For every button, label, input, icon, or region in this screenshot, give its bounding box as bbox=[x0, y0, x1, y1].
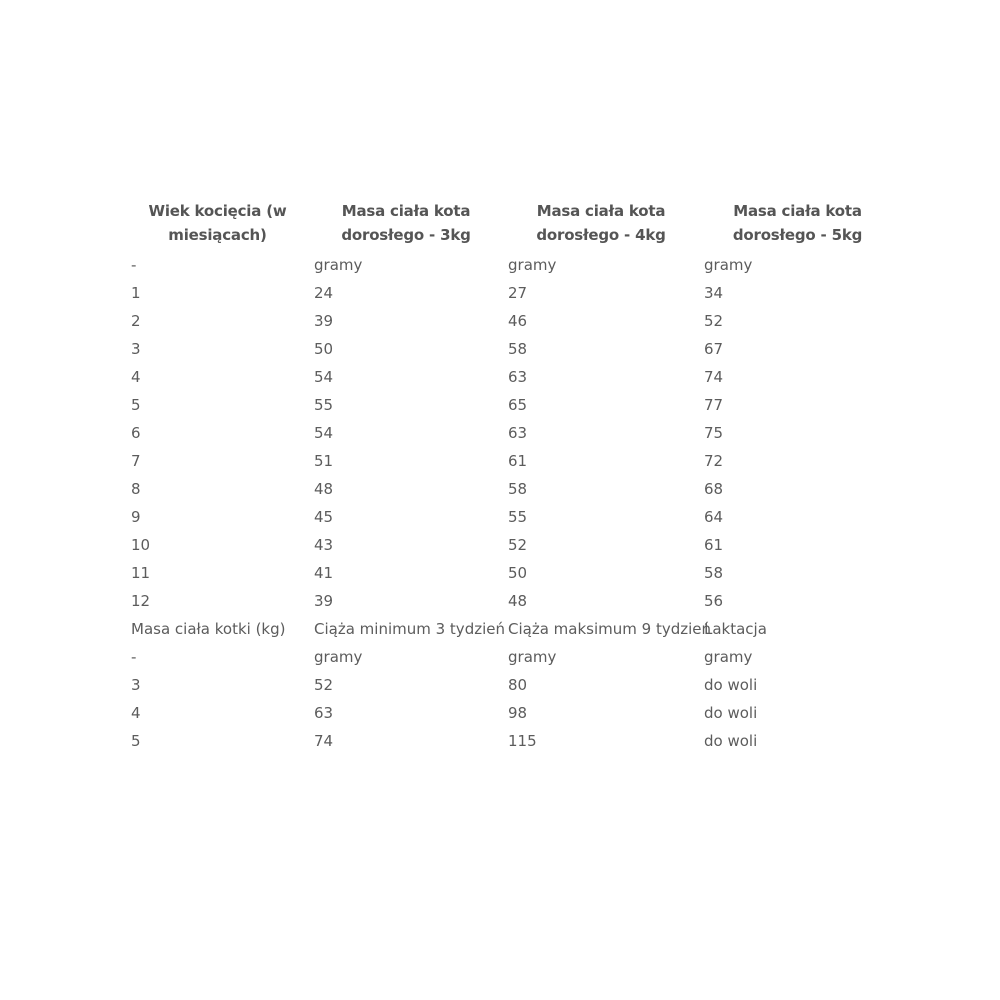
table-row bbox=[126, 727, 896, 755]
table-row bbox=[126, 419, 896, 447]
table-row bbox=[126, 671, 896, 699]
table-cell: Masa ciała kotki (kg) bbox=[131, 620, 286, 638]
table-cell: 41 bbox=[314, 564, 334, 582]
column-header: Masa ciała kota dorosłego - 4kg bbox=[536, 202, 666, 244]
table-cell: 1 bbox=[131, 284, 141, 302]
table-cell: do woli bbox=[704, 676, 758, 694]
table-cell: 12 bbox=[131, 592, 151, 610]
table-cell: 75 bbox=[704, 424, 724, 442]
table-row bbox=[126, 251, 896, 279]
table-cell: 46 bbox=[508, 312, 528, 330]
table-cell: 54 bbox=[314, 368, 334, 386]
table-cell: 3 bbox=[131, 340, 141, 358]
table-cell: gramy bbox=[508, 256, 557, 274]
table-cell: 10 bbox=[131, 536, 151, 554]
table-body bbox=[126, 251, 896, 755]
table-row bbox=[126, 699, 896, 727]
table-cell: 61 bbox=[704, 536, 724, 554]
table-cell: 68 bbox=[704, 480, 724, 498]
table-cell: 8 bbox=[131, 480, 141, 498]
table-cell: 27 bbox=[508, 284, 528, 302]
table-cell: 50 bbox=[508, 564, 528, 582]
table-cell: 5 bbox=[131, 396, 141, 414]
table-cell: Laktacja bbox=[704, 620, 767, 638]
table-row bbox=[126, 587, 896, 615]
table-cell: 63 bbox=[314, 704, 334, 722]
table-cell: 43 bbox=[314, 536, 334, 554]
column-header: Wiek kocięcia (w miesiącach) bbox=[148, 202, 287, 244]
table-row bbox=[126, 335, 896, 363]
table-cell: 63 bbox=[508, 424, 528, 442]
table-row bbox=[126, 643, 896, 671]
table-cell: gramy bbox=[314, 256, 363, 274]
table-cell: 9 bbox=[131, 508, 141, 526]
table-cell: 4 bbox=[131, 368, 141, 386]
table-cell: 74 bbox=[704, 368, 724, 386]
table-cell: gramy bbox=[704, 648, 753, 666]
table-cell: gramy bbox=[314, 648, 363, 666]
table-cell: 58 bbox=[508, 480, 528, 498]
table-cell: 24 bbox=[314, 284, 334, 302]
table-cell: 55 bbox=[508, 508, 528, 526]
table-cell: 50 bbox=[314, 340, 334, 358]
table-cell: 39 bbox=[314, 312, 334, 330]
table-cell: 80 bbox=[508, 676, 528, 694]
table-cell: 58 bbox=[508, 340, 528, 358]
table-cell: 52 bbox=[314, 676, 334, 694]
table-cell: 2 bbox=[131, 312, 141, 330]
table-row bbox=[126, 615, 896, 643]
table-header bbox=[126, 197, 896, 251]
table-cell: 63 bbox=[508, 368, 528, 386]
table-cell: 45 bbox=[314, 508, 334, 526]
table-cell: 34 bbox=[704, 284, 724, 302]
table-cell: 52 bbox=[508, 536, 528, 554]
table-row bbox=[126, 363, 896, 391]
table-cell: 55 bbox=[314, 396, 334, 414]
feeding-table bbox=[126, 197, 896, 755]
table-cell: 77 bbox=[704, 396, 724, 414]
table-cell: 4 bbox=[131, 704, 141, 722]
header-row bbox=[126, 197, 896, 251]
table-cell: 11 bbox=[131, 564, 151, 582]
table-cell: gramy bbox=[704, 256, 753, 274]
table-row bbox=[126, 503, 896, 531]
table-row bbox=[126, 475, 896, 503]
table-cell: 65 bbox=[508, 396, 528, 414]
table-row bbox=[126, 307, 896, 335]
table-cell: 51 bbox=[314, 452, 334, 470]
table-cell: - bbox=[131, 256, 137, 274]
table-cell: 115 bbox=[508, 732, 537, 750]
table-cell: 48 bbox=[508, 592, 528, 610]
table-cell: - bbox=[131, 648, 137, 666]
table-cell: 3 bbox=[131, 676, 141, 694]
table-row bbox=[126, 279, 896, 307]
table-cell: Ciąża maksimum 9 tydzień bbox=[508, 620, 712, 638]
table-cell: 6 bbox=[131, 424, 141, 442]
table-row bbox=[126, 531, 896, 559]
table-cell: 64 bbox=[704, 508, 724, 526]
table-row bbox=[126, 447, 896, 475]
table-cell: 52 bbox=[704, 312, 724, 330]
table-cell: Ciąża minimum 3 tydzień bbox=[314, 620, 505, 638]
table-cell: do woli bbox=[704, 704, 758, 722]
table-cell: 5 bbox=[131, 732, 141, 750]
table-cell: 7 bbox=[131, 452, 141, 470]
column-header: Masa ciała kota dorosłego - 3kg bbox=[341, 202, 471, 244]
table-cell: 61 bbox=[508, 452, 528, 470]
table-cell: 72 bbox=[704, 452, 724, 470]
table-row bbox=[126, 559, 896, 587]
table-cell: 39 bbox=[314, 592, 334, 610]
table-cell: do woli bbox=[704, 732, 758, 750]
table-cell: 74 bbox=[314, 732, 334, 750]
table-row bbox=[126, 391, 896, 419]
table-cell: 56 bbox=[704, 592, 724, 610]
table-cell: 67 bbox=[704, 340, 724, 358]
column-header: Masa ciała kota dorosłego - 5kg bbox=[732, 202, 863, 244]
table-cell: gramy bbox=[508, 648, 557, 666]
table-cell: 54 bbox=[314, 424, 334, 442]
table-cell: 58 bbox=[704, 564, 724, 582]
table-cell: 98 bbox=[508, 704, 528, 722]
table-cell: 48 bbox=[314, 480, 334, 498]
